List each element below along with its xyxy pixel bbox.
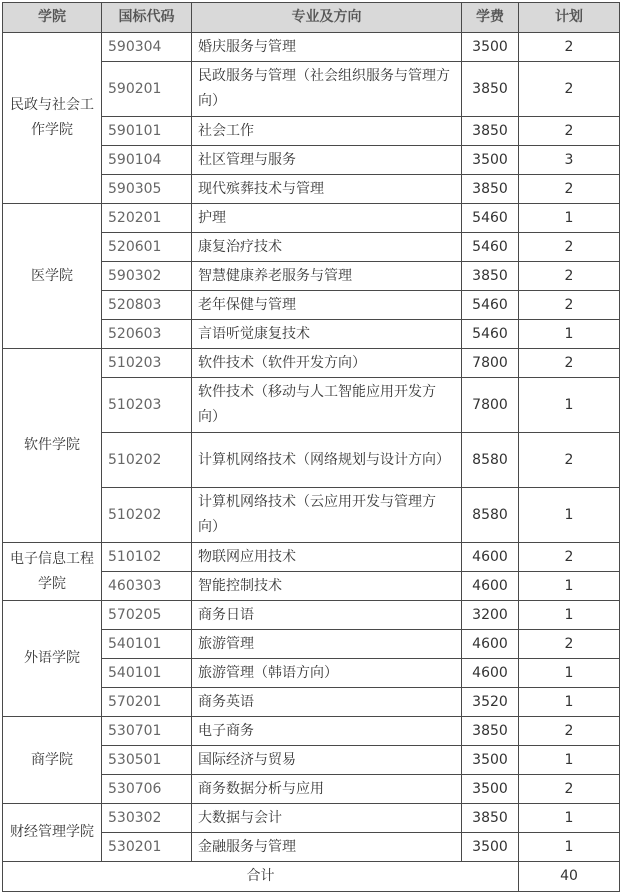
fee-cell: 5460 xyxy=(462,291,519,320)
major-cell: 民政服务与管理（社会组织服务与管理方向） xyxy=(192,62,462,117)
code-cell: 590304 xyxy=(102,33,192,62)
fee-cell: 5460 xyxy=(462,204,519,233)
plan-cell: 1 xyxy=(519,488,620,543)
fee-cell: 4600 xyxy=(462,659,519,688)
header-plan: 计划 xyxy=(519,3,620,33)
major-cell: 智能控制技术 xyxy=(192,572,462,601)
code-cell: 530706 xyxy=(102,775,192,804)
total-value: 40 xyxy=(519,862,620,892)
code-cell: 460303 xyxy=(102,572,192,601)
fee-cell: 3520 xyxy=(462,688,519,717)
table-row xyxy=(3,543,620,572)
plan-cell: 2 xyxy=(519,717,620,746)
fee-cell: 3500 xyxy=(462,833,519,862)
fee-cell: 3850 xyxy=(462,117,519,146)
fee-cell: 5460 xyxy=(462,233,519,262)
fee-cell: 3500 xyxy=(462,146,519,175)
plan-cell: 2 xyxy=(519,117,620,146)
major-cell: 康复治疗技术 xyxy=(192,233,462,262)
major-cell: 老年保健与管理 xyxy=(192,291,462,320)
plan-cell: 1 xyxy=(519,572,620,601)
major-cell: 护理 xyxy=(192,204,462,233)
plan-cell: 2 xyxy=(519,233,620,262)
code-cell: 540101 xyxy=(102,630,192,659)
code-cell: 590201 xyxy=(102,62,192,117)
plan-cell: 1 xyxy=(519,746,620,775)
table-row xyxy=(3,349,620,378)
header-fee: 学费 xyxy=(462,3,519,33)
fee-cell: 3850 xyxy=(462,175,519,204)
code-cell: 590101 xyxy=(102,117,192,146)
table-row xyxy=(3,601,620,630)
plan-cell: 2 xyxy=(519,33,620,62)
plan-cell: 2 xyxy=(519,433,620,488)
plan-cell: 1 xyxy=(519,804,620,833)
fee-cell: 8580 xyxy=(462,433,519,488)
plan-cell: 1 xyxy=(519,601,620,630)
table-row xyxy=(3,204,620,233)
plan-cell: 2 xyxy=(519,262,620,291)
plan-cell: 2 xyxy=(519,62,620,117)
header-college: 学院 xyxy=(3,3,102,33)
code-cell: 520201 xyxy=(102,204,192,233)
code-cell: 570205 xyxy=(102,601,192,630)
college-cell: 医学院 xyxy=(3,204,102,349)
total-label: 合计 xyxy=(3,862,519,892)
major-cell: 商务英语 xyxy=(192,688,462,717)
code-cell: 530501 xyxy=(102,746,192,775)
code-cell: 590302 xyxy=(102,262,192,291)
plan-cell: 1 xyxy=(519,688,620,717)
code-cell: 510202 xyxy=(102,488,192,543)
fee-cell: 4600 xyxy=(462,572,519,601)
major-cell: 计算机网络技术（云应用开发与管理方向） xyxy=(192,488,462,543)
fee-cell: 3500 xyxy=(462,33,519,62)
code-cell: 510203 xyxy=(102,378,192,433)
major-cell: 智慧健康养老服务与管理 xyxy=(192,262,462,291)
major-cell: 社区管理与服务 xyxy=(192,146,462,175)
fee-cell: 8580 xyxy=(462,488,519,543)
major-cell: 计算机网络技术（网络规划与设计方向） xyxy=(192,433,462,488)
code-cell: 530701 xyxy=(102,717,192,746)
college-cell: 财经管理学院 xyxy=(3,804,102,862)
plan-cell: 2 xyxy=(519,349,620,378)
code-cell: 530302 xyxy=(102,804,192,833)
plan-cell: 1 xyxy=(519,659,620,688)
major-cell: 软件技术（软件开发方向） xyxy=(192,349,462,378)
fee-cell: 7800 xyxy=(462,349,519,378)
plan-cell: 2 xyxy=(519,543,620,572)
college-cell: 商学院 xyxy=(3,717,102,804)
code-cell: 590305 xyxy=(102,175,192,204)
major-cell: 现代殡葬技术与管理 xyxy=(192,175,462,204)
major-cell: 婚庆服务与管理 xyxy=(192,33,462,62)
table-body xyxy=(3,33,620,892)
major-cell: 商务数据分析与应用 xyxy=(192,775,462,804)
major-cell: 旅游管理（韩语方向） xyxy=(192,659,462,688)
major-cell: 旅游管理 xyxy=(192,630,462,659)
major-cell: 物联网应用技术 xyxy=(192,543,462,572)
major-cell: 社会工作 xyxy=(192,117,462,146)
fee-cell: 3500 xyxy=(462,775,519,804)
plan-cell: 1 xyxy=(519,320,620,349)
header-row xyxy=(3,3,620,33)
major-cell: 商务日语 xyxy=(192,601,462,630)
code-cell: 510202 xyxy=(102,433,192,488)
fee-cell: 5460 xyxy=(462,320,519,349)
code-cell: 520603 xyxy=(102,320,192,349)
plan-cell: 3 xyxy=(519,146,620,175)
code-cell: 540101 xyxy=(102,659,192,688)
code-cell: 530201 xyxy=(102,833,192,862)
college-cell: 民政与社会工作学院 xyxy=(3,33,102,204)
fee-cell: 7800 xyxy=(462,378,519,433)
fee-cell: 3500 xyxy=(462,746,519,775)
code-cell: 510203 xyxy=(102,349,192,378)
fee-cell: 3850 xyxy=(462,804,519,833)
plan-cell: 2 xyxy=(519,775,620,804)
college-cell: 电子信息工程学院 xyxy=(3,543,102,601)
major-cell: 软件技术（移动与人工智能应用开发方向） xyxy=(192,378,462,433)
code-cell: 510102 xyxy=(102,543,192,572)
total-row xyxy=(3,862,620,892)
table-row xyxy=(3,804,620,833)
plan-cell: 1 xyxy=(519,833,620,862)
table-row xyxy=(3,33,620,62)
enrollment-plan-table xyxy=(2,2,620,892)
code-cell: 520601 xyxy=(102,233,192,262)
fee-cell: 3850 xyxy=(462,62,519,117)
major-cell: 电子商务 xyxy=(192,717,462,746)
major-cell: 国际经济与贸易 xyxy=(192,746,462,775)
header-major: 专业及方向 xyxy=(192,3,462,33)
college-cell: 软件学院 xyxy=(3,349,102,543)
plan-cell: 1 xyxy=(519,204,620,233)
plan-cell: 1 xyxy=(519,378,620,433)
major-cell: 大数据与会计 xyxy=(192,804,462,833)
fee-cell: 3200 xyxy=(462,601,519,630)
header-code: 国标代码 xyxy=(102,3,192,33)
major-cell: 金融服务与管理 xyxy=(192,833,462,862)
fee-cell: 4600 xyxy=(462,543,519,572)
plan-cell: 2 xyxy=(519,175,620,204)
fee-cell: 4600 xyxy=(462,630,519,659)
fee-cell: 3850 xyxy=(462,717,519,746)
code-cell: 570201 xyxy=(102,688,192,717)
code-cell: 520803 xyxy=(102,291,192,320)
table-row xyxy=(3,717,620,746)
major-cell: 言语听觉康复技术 xyxy=(192,320,462,349)
college-cell: 外语学院 xyxy=(3,601,102,717)
plan-cell: 2 xyxy=(519,291,620,320)
plan-cell: 2 xyxy=(519,630,620,659)
fee-cell: 3850 xyxy=(462,262,519,291)
code-cell: 590104 xyxy=(102,146,192,175)
